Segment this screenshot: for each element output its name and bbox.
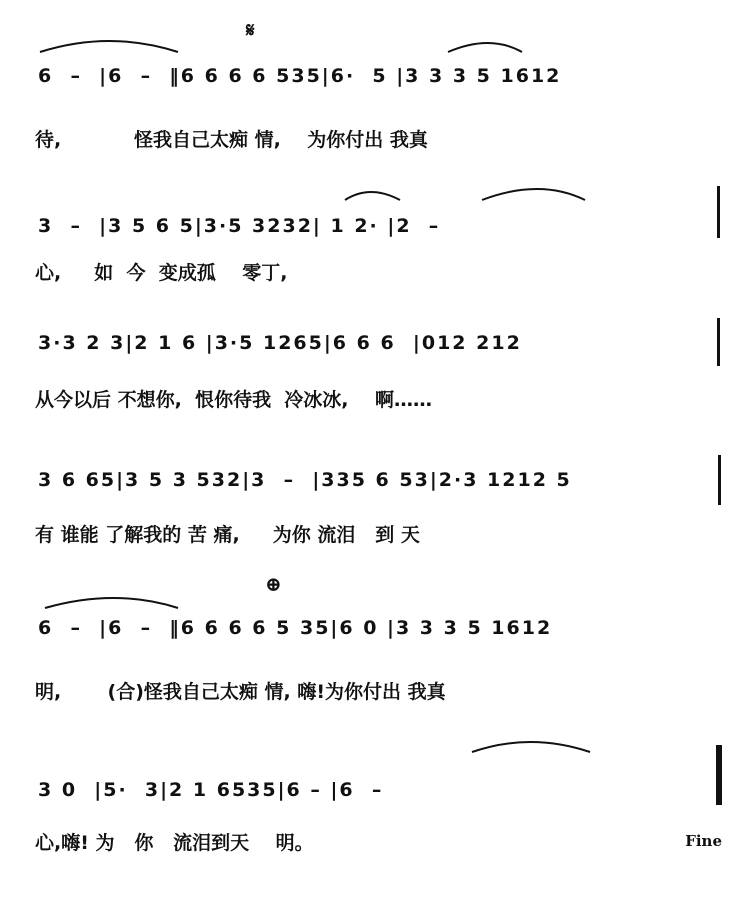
notation-line-3: 3·3 2 3|2 1 6 |3·5 1265|6 6 6 |012 212 bbox=[38, 332, 522, 354]
lyric-line-3: 从今以后 不想你, 恨你待我 冷冰冰, 啊…… bbox=[35, 389, 432, 411]
lyric-line-5: 明, (合)怪我自己太痴 情, 嗨!为你付出 我真 bbox=[35, 681, 446, 703]
lyric-line-4: 有 谁能 了解我的 苦 痛, 为你 流泪 到 天 bbox=[35, 524, 420, 546]
tie-3 bbox=[482, 189, 585, 200]
notation-line-1: 6 – |6 – ‖6 6 6 6 535|6· 5 |3 3 3 5 1612 bbox=[38, 65, 562, 87]
lyric-line-1: 待, 怪我自己太痴 情, 为你付出 我真 bbox=[35, 129, 428, 151]
notation-line-2: 3 – |3 5 6 5|3·5 3232| 1 2· |2 – bbox=[38, 215, 441, 237]
segno-icon: 𝄋 bbox=[246, 18, 255, 42]
lyric-line-2: 心, 如 今 变成孤 零丁, bbox=[35, 262, 288, 284]
notation-line-4: 3 6 65|3 5 3 532|3 – |335 6 53|2·3 1212 5 bbox=[38, 469, 572, 491]
notation-line-5: 6 – |6 – ‖6 6 6 6 5 35|6 0 |3 3 3 5 1612 bbox=[38, 617, 553, 639]
tie-6 bbox=[472, 742, 590, 752]
lyric-line-6: 心,嗨! 为 你 流泪到天 明。 bbox=[35, 832, 314, 854]
slur-4 bbox=[345, 192, 400, 200]
slur-2 bbox=[448, 43, 522, 52]
tie-5 bbox=[45, 598, 178, 608]
notation-line-6: 3 0 |5· 3|2 1 6535|6 – |6 – bbox=[38, 779, 384, 801]
coda-icon: ⊕ bbox=[265, 572, 282, 596]
fine-label: Fine bbox=[685, 832, 722, 850]
tie-1 bbox=[40, 41, 178, 52]
